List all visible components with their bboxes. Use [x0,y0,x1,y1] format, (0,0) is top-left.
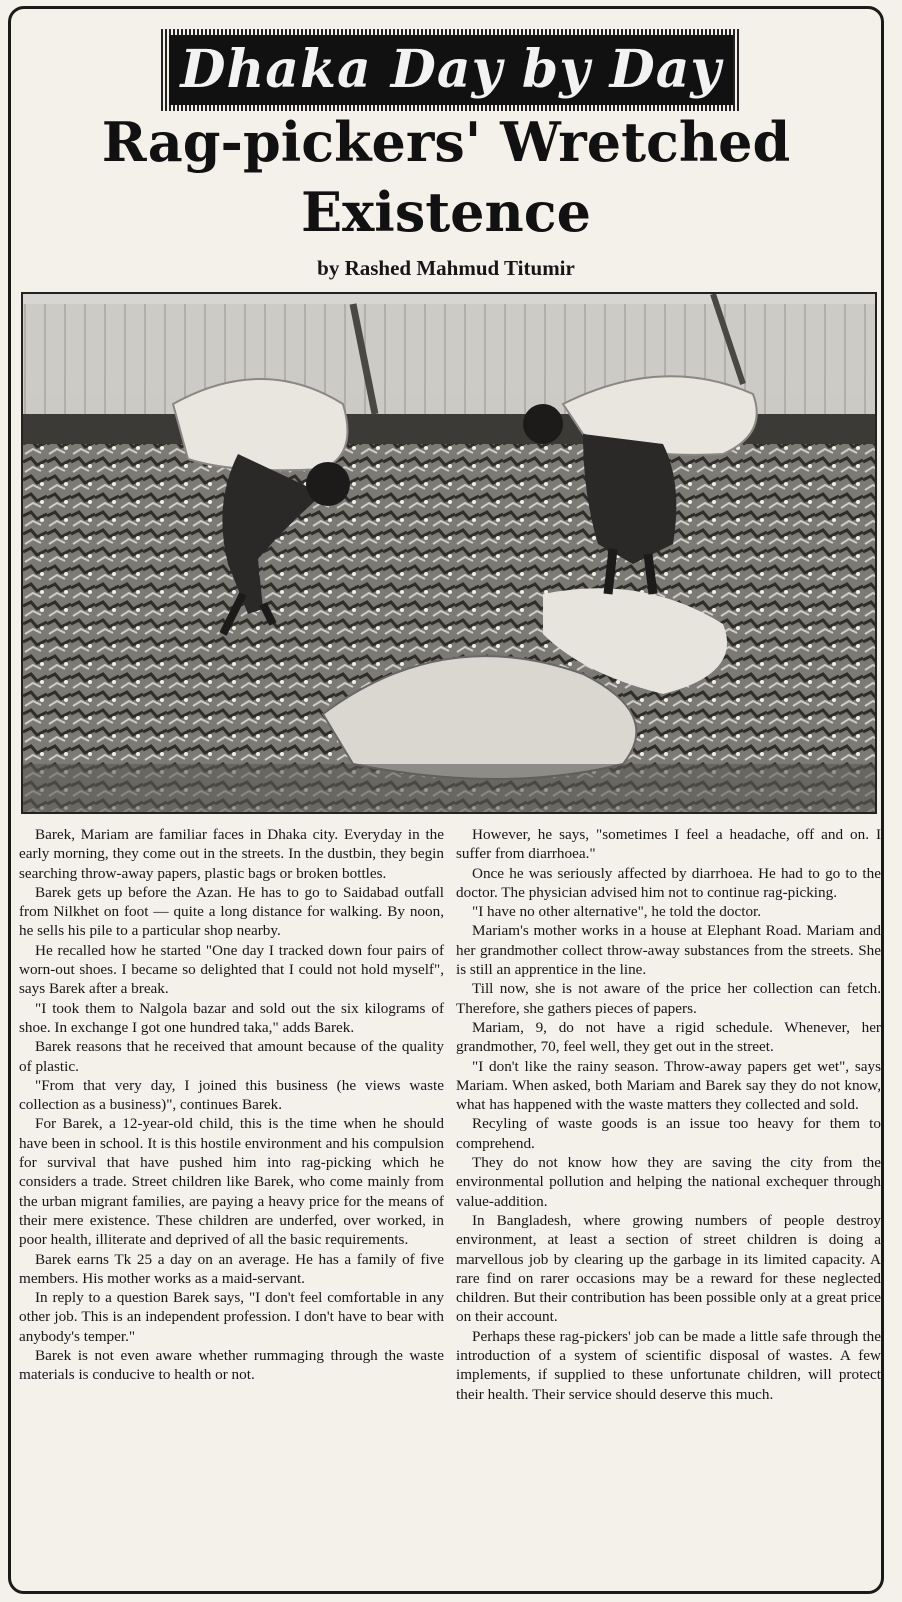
paragraph: Once he was seriously affected by diarrhoea. He had to go to the doctor. The physician advised him not to continue rag-picking. [456,864,881,901]
article-column-right [456,825,881,1404]
paragraph: Recyling of waste goods is an issue too heavy for them to comprehend. [456,1115,881,1152]
section-banner [161,29,741,111]
headline-line-2: Existence [300,180,592,244]
paragraph: Barek earns Tk 25 a day on an average. He has a family of five members. His mother works as a maid-servant. [19,1250,444,1287]
paragraph: However, he says, "sometimes I feel a headache, off and on. I suffer from diarrhoea." [456,826,881,863]
paragraph: Barek reasons that he received that amount because of the quality of plastic. [19,1038,444,1075]
byline: by Rashed Mahmud Titumir [317,256,575,280]
article-column-left [19,825,444,1385]
paragraph: Barek gets up before the Azan. He has to go to Saidabad outfall from Nilkhet on foot — quite a long distance for walking. By noon, he sells his pile to a particular shop nearby. [19,883,444,940]
paragraph: They do not know how they are saving the city from the environmental pollution and helping the national exchequer through value-addition. [456,1154,881,1210]
paragraph: He recalled how he started "One day I tracked down four pairs of worn-out shoes. I became so delighted that I could not hold myself", says Barek after a break. [19,941,444,998]
paragraph: "From that very day, I joined this business (he views waste collection as a business)", continues Barek. [19,1076,444,1114]
paragraph: "I have no other alternative", he told the doctor. [472,903,762,921]
paragraph: "I took them to Nalgola bazar and sold out the six kilograms of shoe. In exchange I got one hundred taka," adds Barek. [19,999,444,1036]
paragraph: Mariam, 9, do not have a rigid schedule. Whenever, her grandmother, 70, feel well, they get out in the street. [456,1018,881,1056]
article-photo [21,292,877,814]
paragraph: Barek is not even aware whether rummaging through the waste materials is conducive to health or not. [19,1347,444,1384]
paragraph: In Bangladesh, where growing numbers of people destroy environment, at least a section of street children is doing a marvellous job by clearing up the garbage in its limited capacity. A rare find on rarer occasions may be a reward for these neglected children. But their contribution has been possible only at a great price on their account. [456,1211,881,1326]
paragraph: For Barek, a 12-year-old child, this is the time when he should have been in school. It is this hostile environment and his compulsion for survival that have pushed him into rag-picking which he considers a trade. Street children like Barek, who come mainly from the urban migrant families, are paying a heavy price for the means of their mere existence. These children are underfed, over worked, in poor health, illiterate and deprived of all the basic requirements. [19,1115,444,1249]
headline-line-1: Rag-pickers' Wretched [101,110,791,174]
article-clipping [8,6,884,1594]
paragraph: Till now, she is not aware of the price her collection can fetch. Therefore, she gathers pieces of papers. [456,980,881,1017]
paragraph: Barek, Mariam are familiar faces in Dhaka city. Everyday in the early morning, they come out in the streets. In the dustbin, they begin searching throw-away papers, plastic bags or broken bottles. [19,826,444,882]
paragraph: Mariam's mother works in a house at Elephant Road. Mariam and her grandmother collect throw-away substances from the streets. She is still an apprentice in the line. [456,922,881,979]
paragraph: Perhaps these rag-pickers' job can be made a little safe through the introduction of a system of scientific disposal of wastes. A few implements, if supplied to these unfortunate children, will protect their health. Their service should deserve this much. [456,1327,881,1403]
section-banner-title: Dhaka Day by Day [169,35,733,105]
photo-rag-pickers-with-sacks-icon [23,294,875,812]
paragraph: In reply to a question Barek says, "I don't feel comfortable in any other job. This is an independent profession. I don't have to bear with anybody's temper." [19,1289,444,1345]
paragraph: "I don't like the rainy season. Throw-away papers get wet", says Mariam. When asked, both Mariam and Barek say they do not know, what has happened with the waste matters they collected and sold. [456,1057,881,1114]
